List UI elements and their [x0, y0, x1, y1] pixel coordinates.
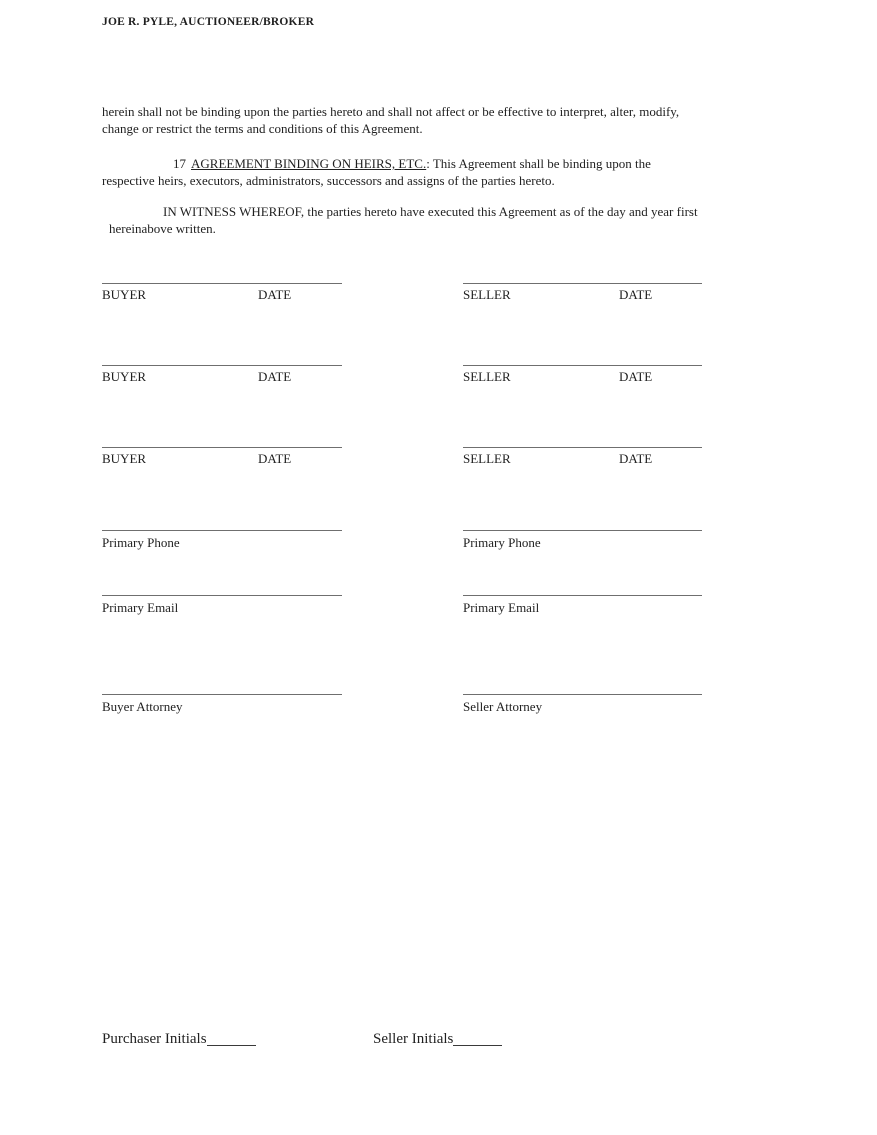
clause-heading: AGREEMENT BINDING ON HEIRS, ETC. — [191, 156, 427, 171]
buyer-signature-line[interactable] — [102, 283, 342, 284]
buyer-attorney-label: Buyer Attorney — [102, 699, 183, 714]
letterhead: JOE R. PYLE, AUCTIONEER/BROKER — [102, 16, 315, 28]
seller-initials — [373, 1031, 502, 1048]
paragraph-line: respective heirs, executors, administrators, successors and assigns of the parties hereto. — [102, 173, 555, 188]
clause-number: 17 — [173, 156, 186, 171]
seller-email-block — [463, 595, 702, 616]
clause-text: : This Agreement shall be binding upon the — [426, 156, 651, 171]
seller-email-label: Primary Email — [463, 600, 540, 615]
contact-row-email — [0, 595, 877, 635]
seller-signature-block — [463, 447, 702, 467]
seller-email-line[interactable] — [463, 595, 702, 596]
seller-attorney-label: Seller Attorney — [463, 699, 543, 714]
contact-row-attorney — [0, 694, 877, 734]
date-label: DATE — [619, 369, 653, 384]
buyer-signature-line[interactable] — [102, 447, 342, 448]
buyer-attorney-line[interactable] — [102, 694, 342, 695]
date-label: DATE — [619, 451, 653, 466]
date-label: DATE — [619, 287, 653, 302]
signature-row — [0, 365, 877, 405]
buyer-attorney-block — [102, 694, 342, 715]
seller-phone-block — [463, 530, 702, 551]
buyer-signature-block — [102, 447, 342, 467]
seller-signature-line[interactable] — [463, 365, 702, 366]
purchaser-initials — [102, 1031, 256, 1048]
seller-phone-label: Primary Phone — [463, 535, 541, 550]
contact-row-phone — [0, 530, 877, 570]
buyer-signature-block — [102, 283, 342, 303]
paragraph-clause-17 — [102, 155, 651, 189]
seller-phone-line[interactable] — [463, 530, 702, 531]
buyer-email-line[interactable] — [102, 595, 342, 596]
buyer-signature-line[interactable] — [102, 365, 342, 366]
signature-row — [0, 283, 877, 323]
buyer-phone-block — [102, 530, 342, 551]
seller-initials-blank[interactable] — [453, 1031, 502, 1046]
paragraph-line: change or restrict the terms and conditions of this Agreement. — [102, 121, 423, 136]
buyer-signature-block — [102, 365, 342, 385]
paragraph-line: hereinabove written. — [109, 221, 216, 236]
date-label: DATE — [258, 451, 292, 466]
buyer-role-label: BUYER — [102, 451, 147, 466]
paragraph-line: IN WITNESS WHEREOF, the parties hereto have executed this Agreement as of the day and year first — [163, 204, 698, 219]
date-label: DATE — [258, 287, 292, 302]
seller-attorney-line[interactable] — [463, 694, 702, 695]
seller-role-label: SELLER — [463, 287, 511, 302]
paragraph-line — [102, 155, 651, 172]
buyer-role-label: BUYER — [102, 287, 147, 302]
seller-signature-block — [463, 365, 702, 385]
seller-initials-label: Seller Initials — [373, 1031, 454, 1047]
seller-signature-line[interactable] — [463, 283, 702, 284]
seller-attorney-block — [463, 694, 702, 715]
seller-signature-line[interactable] — [463, 447, 702, 448]
buyer-email-block — [102, 595, 342, 616]
seller-signature-block — [463, 283, 702, 303]
paragraph-line: herein shall not be binding upon the parties hereto and shall not affect or be effective to interpret, alter, modify, — [102, 104, 680, 119]
buyer-phone-label: Primary Phone — [102, 535, 180, 550]
buyer-email-label: Primary Email — [102, 600, 179, 615]
signature-row — [0, 447, 877, 487]
paragraph-continuation — [102, 103, 679, 137]
seller-role-label: SELLER — [463, 369, 511, 384]
buyer-phone-line[interactable] — [102, 530, 342, 531]
purchaser-initials-label: Purchaser Initials — [102, 1031, 207, 1047]
paragraph-witness-clause — [102, 203, 698, 237]
date-label: DATE — [258, 369, 292, 384]
seller-role-label: SELLER — [463, 451, 511, 466]
purchaser-initials-blank[interactable] — [207, 1031, 256, 1046]
buyer-role-label: BUYER — [102, 369, 147, 384]
